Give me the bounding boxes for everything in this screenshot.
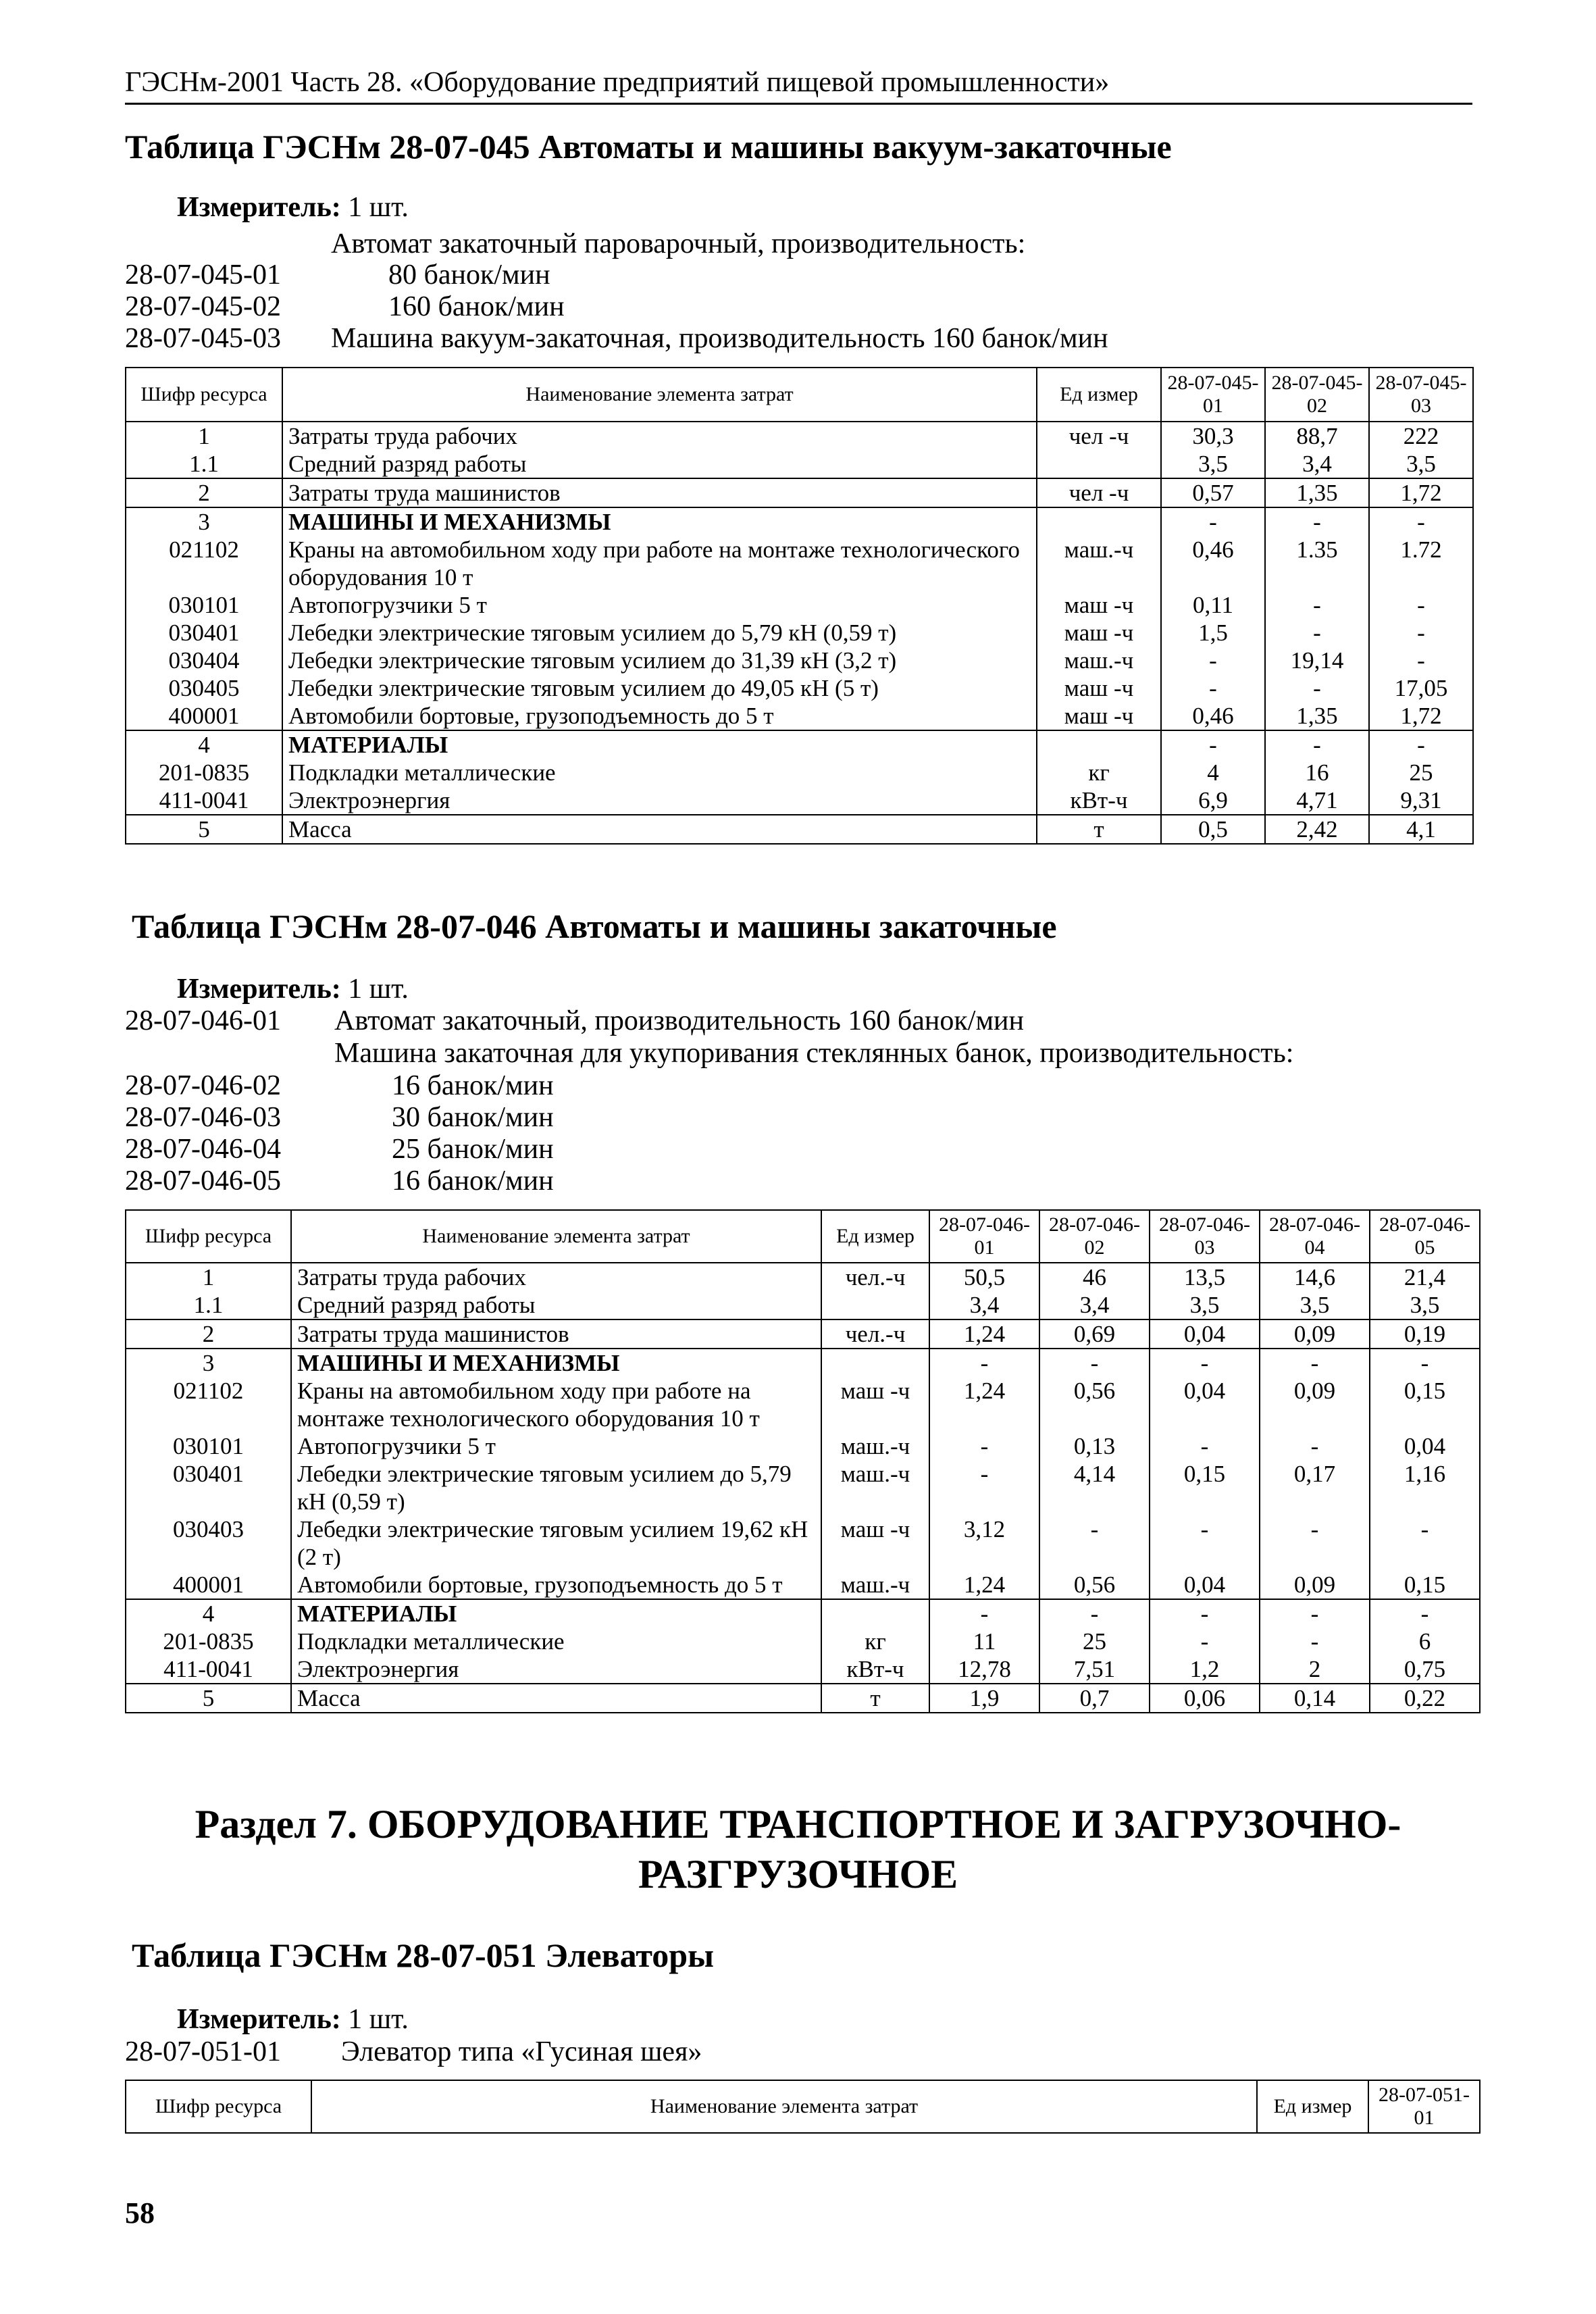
item-code: 28-07-046-01 (125, 1005, 281, 1036)
item-text: 16 банок/мин (392, 1070, 554, 1101)
value-cell: 1.72 (1369, 536, 1473, 591)
value-cell: - (1260, 1349, 1370, 1377)
item-code: 28-07-046-04 (125, 1134, 281, 1165)
unit-cell: маш.-ч (821, 1460, 929, 1515)
cost-element-cell: Подкладки металлические (291, 1628, 821, 1655)
table-46-meter (177, 973, 409, 1005)
page-number: 58 (125, 2196, 155, 2230)
unit-cell: маш -ч (1037, 674, 1161, 702)
value-cell: 1,2 (1150, 1655, 1260, 1684)
value-cell: 4,71 (1265, 786, 1369, 815)
cost-element-cell: МАШИНЫ И МЕХАНИЗМЫ (291, 1349, 821, 1377)
item-code: 28-07-046-05 (125, 1165, 281, 1197)
table-row (126, 786, 1473, 815)
table-row (126, 478, 1473, 507)
value-cell: - (1150, 1432, 1260, 1460)
value-cell: 88,7 (1265, 422, 1369, 450)
resource-code-cell: 1 (126, 1263, 291, 1291)
value-cell: 0,17 (1260, 1460, 1370, 1515)
value-cell: 0,5 (1161, 815, 1265, 844)
table-row (126, 1655, 1480, 1684)
table-row (126, 591, 1473, 619)
item-code: 28-07-045-02 (125, 291, 281, 322)
value-cell: 0,57 (1161, 478, 1265, 507)
resource-code-cell: 030101 (126, 591, 282, 619)
running-header: ГЭСНм-2001 Часть 28. «Оборудование предприятий пищевой промышленности» (125, 67, 1110, 98)
table-row (126, 1515, 1480, 1571)
value-cell: - (1265, 730, 1369, 759)
unit-cell (1037, 450, 1161, 478)
table-row (126, 1291, 1480, 1319)
item-text: Машина закаточная для укупоривания стеклянных банок, производительность: (334, 1038, 1294, 1069)
value-cell: 30,3 (1161, 422, 1265, 450)
resource-code-cell: 4 (126, 730, 282, 759)
unit-cell: кг (821, 1628, 929, 1655)
value-cell: - (1370, 1599, 1480, 1628)
header-rule (125, 103, 1472, 105)
table-row (126, 1599, 1480, 1628)
value-cell: 12,78 (929, 1655, 1039, 1684)
cost-element-cell: Электроэнергия (282, 786, 1037, 815)
value-cell: 1.35 (1265, 536, 1369, 591)
section-heading-line: РАЗГРУЗОЧНОЕ (638, 1852, 958, 1896)
value-cell: 0,15 (1150, 1460, 1260, 1515)
table-row (126, 619, 1473, 647)
table-row (126, 1263, 1480, 1291)
value-cell: 0,09 (1260, 1571, 1370, 1599)
resource-code-cell: 2 (126, 478, 282, 507)
value-cell: - (1369, 730, 1473, 759)
value-cell: - (1369, 619, 1473, 647)
cost-element-cell: Автомобили бортовые, грузоподъемность до 5 т (282, 702, 1037, 730)
value-cell: 6 (1370, 1628, 1480, 1655)
col-header: 28-07-045-03 (1369, 368, 1473, 422)
value-cell: - (929, 1432, 1039, 1460)
value-cell: - (1150, 1628, 1260, 1655)
value-cell: - (1260, 1515, 1370, 1571)
cost-element-cell: Лебедки электрические тяговым усилием 19,62 кН (2 т) (291, 1515, 821, 1571)
value-cell: - (1265, 591, 1369, 619)
value-cell: - (929, 1599, 1039, 1628)
cost-element-cell: Лебедки электрические тяговым усилием до 49,05 кН (5 т) (282, 674, 1037, 702)
cost-element-cell: Автомобили бортовые, грузоподъемность до 5 т (291, 1571, 821, 1599)
value-cell: 0,11 (1161, 591, 1265, 619)
value-cell: - (1161, 674, 1265, 702)
value-cell: 1,72 (1369, 702, 1473, 730)
resource-code-cell: 411-0041 (126, 786, 282, 815)
value-cell: 9,31 (1369, 786, 1473, 815)
cost-element-cell: Масса (291, 1684, 821, 1713)
table-row (126, 1571, 1480, 1599)
value-cell: - (1265, 619, 1369, 647)
value-cell: 3,5 (1260, 1291, 1370, 1319)
value-cell: 0,22 (1370, 1684, 1480, 1713)
unit-cell: чел -ч (1037, 478, 1161, 507)
table-row (126, 1349, 1480, 1377)
value-cell: - (1150, 1515, 1260, 1571)
col-header: 28-07-046-04 (1260, 1210, 1370, 1263)
item-text: 30 банок/мин (392, 1102, 554, 1133)
value-cell: 4,14 (1039, 1460, 1150, 1515)
unit-cell: кВт-ч (821, 1655, 929, 1684)
table-row (126, 1432, 1480, 1460)
value-cell: 3,5 (1369, 450, 1473, 478)
value-cell: 1,24 (929, 1319, 1039, 1349)
value-cell: 0,04 (1370, 1432, 1480, 1460)
col-header: Наименование элемента затрат (311, 2080, 1257, 2133)
value-cell: - (1265, 507, 1369, 536)
cost-element-cell: Автопогрузчики 5 т (291, 1432, 821, 1460)
unit-cell: маш.-ч (821, 1571, 929, 1599)
unit-cell (1037, 507, 1161, 536)
value-cell: 0,04 (1150, 1319, 1260, 1349)
table-row (126, 1684, 1480, 1713)
cost-element-cell: Масса (282, 815, 1037, 844)
value-cell: 1,35 (1265, 702, 1369, 730)
value-cell: 11 (929, 1628, 1039, 1655)
value-cell: 0,56 (1039, 1571, 1150, 1599)
meter-label: Измеритель: (177, 974, 341, 1005)
resource-code-cell: 400001 (126, 1571, 291, 1599)
value-cell: 3,4 (929, 1291, 1039, 1319)
value-cell: 0,46 (1161, 702, 1265, 730)
unit-cell: чел -ч (1037, 422, 1161, 450)
value-cell: 1,35 (1265, 478, 1369, 507)
col-header: 28-07-046-03 (1150, 1210, 1260, 1263)
unit-cell: кг (1037, 759, 1161, 786)
value-cell: 1,16 (1370, 1460, 1480, 1515)
value-cell: 1,72 (1369, 478, 1473, 507)
item-text: 80 банок/мин (388, 259, 550, 291)
cost-element-cell: Лебедки электрические тяговым усилием до 5,79 кН (0,59 т) (291, 1460, 821, 1515)
col-header: Ед измер (1037, 368, 1161, 422)
value-cell: 14,6 (1260, 1263, 1370, 1291)
cost-element-cell: Средний разряд работы (282, 450, 1037, 478)
item-text: 160 банок/мин (388, 291, 565, 322)
cost-element-cell: Затраты труда рабочих (282, 422, 1037, 450)
unit-cell: маш -ч (1037, 702, 1161, 730)
value-cell: 3,5 (1370, 1291, 1480, 1319)
item-code: 28-07-046-02 (125, 1070, 281, 1101)
item-code: 28-07-045-01 (125, 259, 281, 291)
unit-cell (821, 1349, 929, 1377)
unit-cell: маш.-ч (1037, 536, 1161, 591)
cost-element-cell: МАТЕРИАЛЫ (291, 1599, 821, 1628)
cost-element-cell: Средний разряд работы (291, 1291, 821, 1319)
table-row (126, 815, 1473, 844)
cost-element-cell: Затраты труда рабочих (291, 1263, 821, 1291)
table-row (126, 422, 1473, 450)
col-header: Шифр ресурса (126, 368, 282, 422)
value-cell: 0,7 (1039, 1684, 1150, 1713)
value-cell: - (1150, 1349, 1260, 1377)
value-cell: 3,4 (1265, 450, 1369, 478)
value-cell: 0,14 (1260, 1684, 1370, 1713)
table-row (126, 450, 1473, 478)
value-cell: 0,09 (1260, 1319, 1370, 1349)
value-cell: - (1161, 647, 1265, 674)
meter-value: 1 шт. (348, 974, 409, 1005)
meter-label: Измеритель: (177, 2004, 341, 2035)
item-text: Элеватор типа «Гусиная шея» (341, 2036, 702, 2067)
value-cell: 0,09 (1260, 1377, 1370, 1432)
table-row (126, 536, 1473, 591)
value-cell: - (1369, 591, 1473, 619)
value-cell: - (1265, 674, 1369, 702)
meter-label: Измеритель: (177, 192, 341, 223)
cost-element-cell: Подкладки металлические (282, 759, 1037, 786)
value-cell: 3,12 (929, 1515, 1039, 1571)
col-header: 28-07-046-01 (929, 1210, 1039, 1263)
col-header: Наименование элемента затрат (282, 368, 1037, 422)
value-cell: 50,5 (929, 1263, 1039, 1291)
unit-cell (1037, 730, 1161, 759)
unit-cell: т (1037, 815, 1161, 844)
unit-cell: т (821, 1684, 929, 1713)
resource-code-cell: 5 (126, 1684, 291, 1713)
resource-code-cell: 1 (126, 422, 282, 450)
value-cell: - (1369, 647, 1473, 674)
col-header: Шифр ресурса (126, 1210, 291, 1263)
value-cell: 0,46 (1161, 536, 1265, 591)
value-cell: 7,51 (1039, 1655, 1150, 1684)
item-text: Автомат закаточный, производительность 160 банок/мин (334, 1005, 1024, 1036)
unit-cell: кВт-ч (1037, 786, 1161, 815)
resource-code-cell: 3 (126, 507, 282, 536)
cost-element-cell: Лебедки электрические тяговым усилием до 5,79 кН (0,59 т) (282, 619, 1037, 647)
value-cell: 0,04 (1150, 1571, 1260, 1599)
table-row (126, 1319, 1480, 1349)
value-cell: 2,42 (1265, 815, 1369, 844)
resource-code-cell: 1.1 (126, 450, 282, 478)
table-46 (125, 1209, 1481, 1713)
value-cell: 19,14 (1265, 647, 1369, 674)
value-cell: 0,06 (1150, 1684, 1260, 1713)
value-cell: - (1260, 1599, 1370, 1628)
item-code: 28-07-051-01 (125, 2036, 281, 2067)
unit-cell: маш.-ч (821, 1432, 929, 1460)
table-46-title: Таблица ГЭСНм 28-07-046 Автоматы и машины закаточные (132, 907, 1057, 945)
resource-code-cell: 030401 (126, 619, 282, 647)
resource-code-cell: 201-0835 (126, 1628, 291, 1655)
item-code: 28-07-045-03 (125, 323, 281, 354)
value-cell: 3,5 (1161, 450, 1265, 478)
value-cell: 0,04 (1150, 1377, 1260, 1432)
value-cell: - (1161, 730, 1265, 759)
resource-code-cell: 030401 (126, 1460, 291, 1515)
value-cell: - (1260, 1628, 1370, 1655)
value-cell: 0,15 (1370, 1571, 1480, 1599)
item-text: 16 банок/мин (392, 1165, 554, 1197)
value-cell: - (1370, 1515, 1480, 1571)
section-heading (0, 1799, 1596, 1899)
cost-element-cell: Электроэнергия (291, 1655, 821, 1684)
unit-cell: маш -ч (821, 1515, 929, 1571)
unit-cell: чел.-ч (821, 1263, 929, 1291)
resource-code-cell: 2 (126, 1319, 291, 1349)
col-header: Наименование элемента затрат (291, 1210, 821, 1263)
table-45-intro: Автомат закаточный пароварочный, производительность: (331, 228, 1026, 259)
col-header: 28-07-051-01 (1368, 2080, 1480, 2133)
value-cell: - (1370, 1349, 1480, 1377)
value-cell: 1,24 (929, 1571, 1039, 1599)
unit-cell: маш -ч (1037, 619, 1161, 647)
resource-code-cell: 030101 (126, 1432, 291, 1460)
table-45-meter (177, 191, 409, 224)
col-header: Шифр ресурса (126, 2080, 311, 2133)
cost-element-cell: Автопогрузчики 5 т (282, 591, 1037, 619)
value-cell: 17,05 (1369, 674, 1473, 702)
meter-value: 1 шт. (348, 2004, 409, 2035)
value-cell: - (1260, 1432, 1370, 1460)
value-cell: 0,69 (1039, 1319, 1150, 1349)
item-text: 25 банок/мин (392, 1134, 554, 1165)
table-row (126, 730, 1473, 759)
col-header: Ед измер (1257, 2080, 1368, 2133)
table-row (126, 702, 1473, 730)
unit-cell: маш.-ч (1037, 647, 1161, 674)
cost-element-cell: Затраты труда машинистов (291, 1319, 821, 1349)
value-cell: 0,13 (1039, 1432, 1150, 1460)
value-cell: 6,9 (1161, 786, 1265, 815)
value-cell: 1,24 (929, 1377, 1039, 1432)
value-cell: - (1039, 1515, 1150, 1571)
unit-cell: маш -ч (1037, 591, 1161, 619)
value-cell: 4,1 (1369, 815, 1473, 844)
cost-element-cell: Краны на автомобильном ходу при работе на монтаже технологического оборудования 10 т (291, 1377, 821, 1432)
table-51 (125, 2080, 1481, 2134)
value-cell: 25 (1039, 1628, 1150, 1655)
value-cell: 0,75 (1370, 1655, 1480, 1684)
table-row (126, 507, 1473, 536)
col-header: Ед измер (821, 1210, 929, 1263)
value-cell: - (1150, 1599, 1260, 1628)
meter-value: 1 шт. (348, 192, 409, 223)
unit-cell (821, 1291, 929, 1319)
resource-code-cell: 411-0041 (126, 1655, 291, 1684)
resource-code-cell: 030405 (126, 674, 282, 702)
item-text: Машина вакуум-закаточная, производительность 160 банок/мин (331, 323, 1108, 354)
value-cell: 21,4 (1370, 1263, 1480, 1291)
value-cell: 16 (1265, 759, 1369, 786)
table-row (126, 1460, 1480, 1515)
value-cell: 2 (1260, 1655, 1370, 1684)
cost-element-cell: МАТЕРИАЛЫ (282, 730, 1037, 759)
cost-element-cell: Лебедки электрические тяговым усилием до 31,39 кН (3,2 т) (282, 647, 1037, 674)
value-cell: 3,5 (1150, 1291, 1260, 1319)
table-45-title: Таблица ГЭСНм 28-07-045 Автоматы и машины вакуум-закаточные (125, 128, 1172, 166)
value-cell: 222 (1369, 422, 1473, 450)
value-cell: 0,19 (1370, 1319, 1480, 1349)
table-45 (125, 367, 1474, 845)
value-cell: - (929, 1460, 1039, 1515)
resource-code-cell: 400001 (126, 702, 282, 730)
value-cell: 0,15 (1370, 1377, 1480, 1432)
resource-code-cell: 030404 (126, 647, 282, 674)
value-cell: 1,9 (929, 1684, 1039, 1713)
resource-code-cell: 5 (126, 815, 282, 844)
table-row (126, 1377, 1480, 1432)
value-cell: 46 (1039, 1263, 1150, 1291)
table-51-title: Таблица ГЭСНм 28-07-051 Элеваторы (132, 1936, 715, 1974)
table-row (126, 674, 1473, 702)
unit-cell: маш -ч (821, 1377, 929, 1432)
table-row (126, 1628, 1480, 1655)
unit-cell: чел.-ч (821, 1319, 929, 1349)
col-header: 28-07-045-02 (1265, 368, 1369, 422)
resource-code-cell: 4 (126, 1599, 291, 1628)
cost-element-cell: Затраты труда машинистов (282, 478, 1037, 507)
cost-element-cell: МАШИНЫ И МЕХАНИЗМЫ (282, 507, 1037, 536)
value-cell: - (1161, 507, 1265, 536)
value-cell: 25 (1369, 759, 1473, 786)
item-code: 28-07-046-03 (125, 1102, 281, 1133)
value-cell: 0,56 (1039, 1377, 1150, 1432)
value-cell: - (1369, 507, 1473, 536)
section-heading-line: Раздел 7. ОБОРУДОВАНИЕ ТРАНСПОРТНОЕ И ЗАГРУЗОЧНО- (195, 1802, 1401, 1846)
value-cell: 13,5 (1150, 1263, 1260, 1291)
table-51-meter (177, 2003, 409, 2036)
col-header: 28-07-045-01 (1161, 368, 1265, 422)
col-header: 28-07-046-02 (1039, 1210, 1150, 1263)
table-row (126, 647, 1473, 674)
resource-code-cell: 3 (126, 1349, 291, 1377)
value-cell: - (1039, 1349, 1150, 1377)
resource-code-cell: 021102 (126, 536, 282, 591)
resource-code-cell: 021102 (126, 1377, 291, 1432)
cost-element-cell: Краны на автомобильном ходу при работе на монтаже технологического оборудования 10 т (282, 536, 1037, 591)
resource-code-cell: 1.1 (126, 1291, 291, 1319)
value-cell: 4 (1161, 759, 1265, 786)
value-cell: - (1039, 1599, 1150, 1628)
table-row (126, 759, 1473, 786)
resource-code-cell: 030403 (126, 1515, 291, 1571)
col-header: 28-07-046-05 (1370, 1210, 1480, 1263)
value-cell: - (929, 1349, 1039, 1377)
resource-code-cell: 201-0835 (126, 759, 282, 786)
value-cell: 3,4 (1039, 1291, 1150, 1319)
unit-cell (821, 1599, 929, 1628)
value-cell: 1,5 (1161, 619, 1265, 647)
